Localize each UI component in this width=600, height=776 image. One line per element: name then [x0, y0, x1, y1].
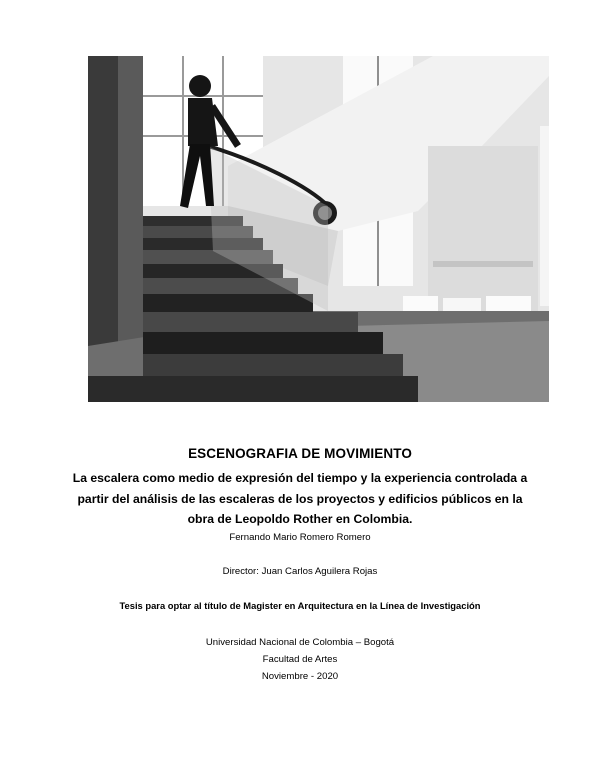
subtitle: [0, 468, 600, 530]
publication-date: Noviembre - 2020: [261, 671, 339, 683]
thesis-statement: Tesis para optar al título de Magister en Arquitectura en la Línea de Investigación: [119, 600, 481, 611]
subtitle-line: La escalera como medio de expresión del tiempo y la experiencia controlada a: [72, 471, 528, 485]
university-name: Universidad Nacional de Colombia – Bogotá: [205, 637, 395, 648]
subtitle-line: partir del análisis de las escaleras de los proyectos y edificios públicos en la: [77, 491, 523, 506]
page-title: ESCENOGRAFIA DE MOVIMIENTO: [188, 446, 412, 461]
subtitle-line: obra de Leopoldo Rother en Colombia.: [187, 512, 413, 526]
author-name: Fernando Mario Romero Romero: [229, 532, 371, 543]
staircase-photo-icon: [88, 56, 549, 402]
cover-photo: [88, 56, 549, 402]
director-name: Director: Juan Carlos Aguilera Rojas: [222, 566, 378, 577]
institution-block: [0, 634, 600, 686]
faculty-name: Facultad de Artes: [262, 654, 338, 666]
